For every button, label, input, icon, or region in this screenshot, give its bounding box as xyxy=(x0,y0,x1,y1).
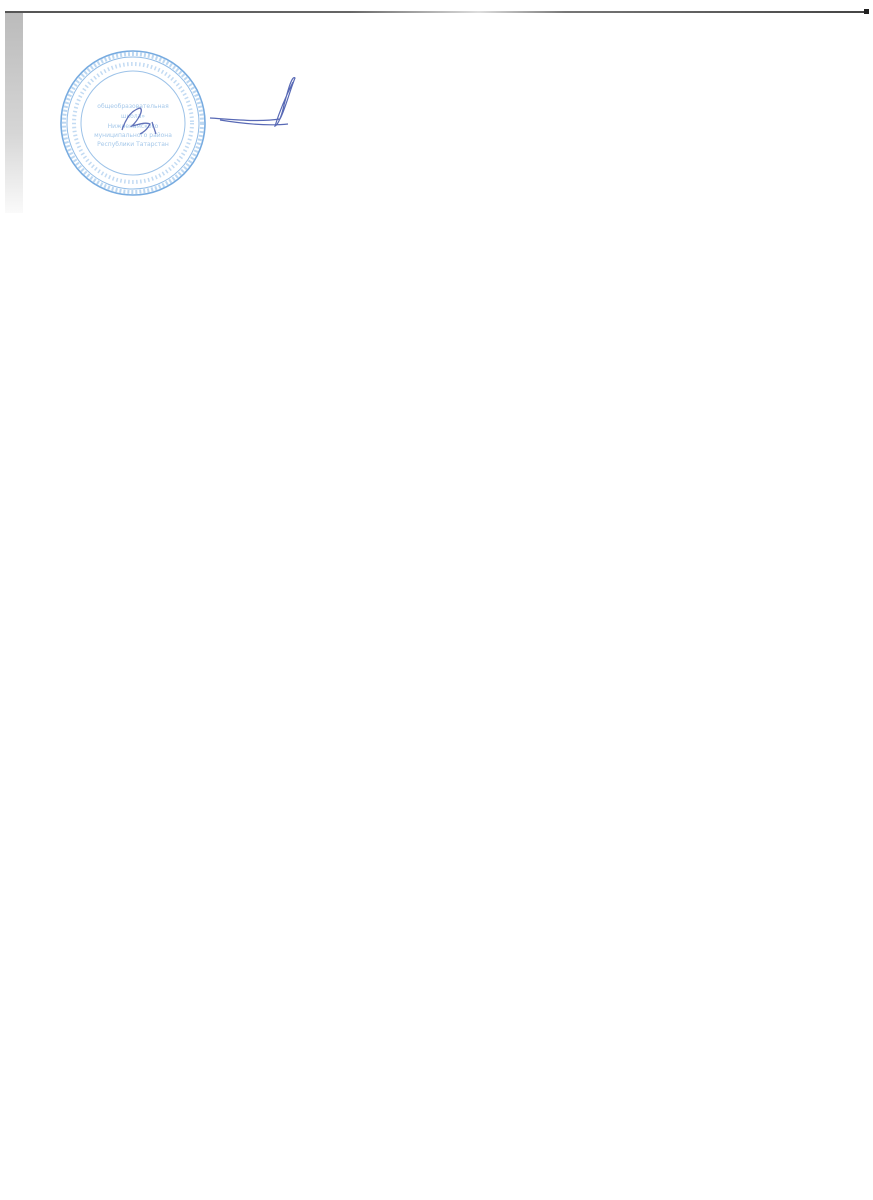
table-row xyxy=(0,363,873,380)
table-row xyxy=(0,608,873,625)
scan-edge-top xyxy=(5,11,867,13)
table-row xyxy=(0,644,873,661)
table-row xyxy=(0,276,873,293)
scan-edge-left xyxy=(5,13,23,213)
signature-icon xyxy=(200,70,320,140)
table-row xyxy=(0,345,873,362)
total-row xyxy=(0,555,873,572)
section-title-row xyxy=(0,572,873,589)
svg-text:муниципального района: муниципального района xyxy=(94,132,172,139)
table-row xyxy=(0,520,873,537)
svg-text:школа»: школа» xyxy=(121,113,145,120)
table-row xyxy=(0,240,873,257)
subtotal-row-placeholder xyxy=(0,674,873,691)
section-title-row xyxy=(0,310,873,327)
svg-text:Нижнекамского: Нижнекамского xyxy=(107,123,159,130)
signature-cook-icon xyxy=(107,100,170,140)
table-row xyxy=(0,381,873,398)
table-row xyxy=(0,327,873,344)
svg-text:общеобразовательная: общеобразовательная xyxy=(97,103,169,110)
svg-text:Республики Татарстан: Республики Татарстан xyxy=(97,141,169,148)
table-row xyxy=(0,258,873,275)
scan-edge-corner xyxy=(864,9,869,14)
table-row xyxy=(0,502,873,519)
table-row xyxy=(0,626,873,643)
section-title-row xyxy=(0,465,873,482)
table-row xyxy=(0,538,873,555)
table-row xyxy=(0,484,873,501)
table-row xyxy=(0,590,873,607)
total-row xyxy=(0,293,873,310)
table-row xyxy=(0,222,873,239)
subtotal-row xyxy=(0,697,873,714)
total-row xyxy=(0,413,873,430)
table-row xyxy=(0,204,873,221)
section-title-row xyxy=(0,187,873,204)
